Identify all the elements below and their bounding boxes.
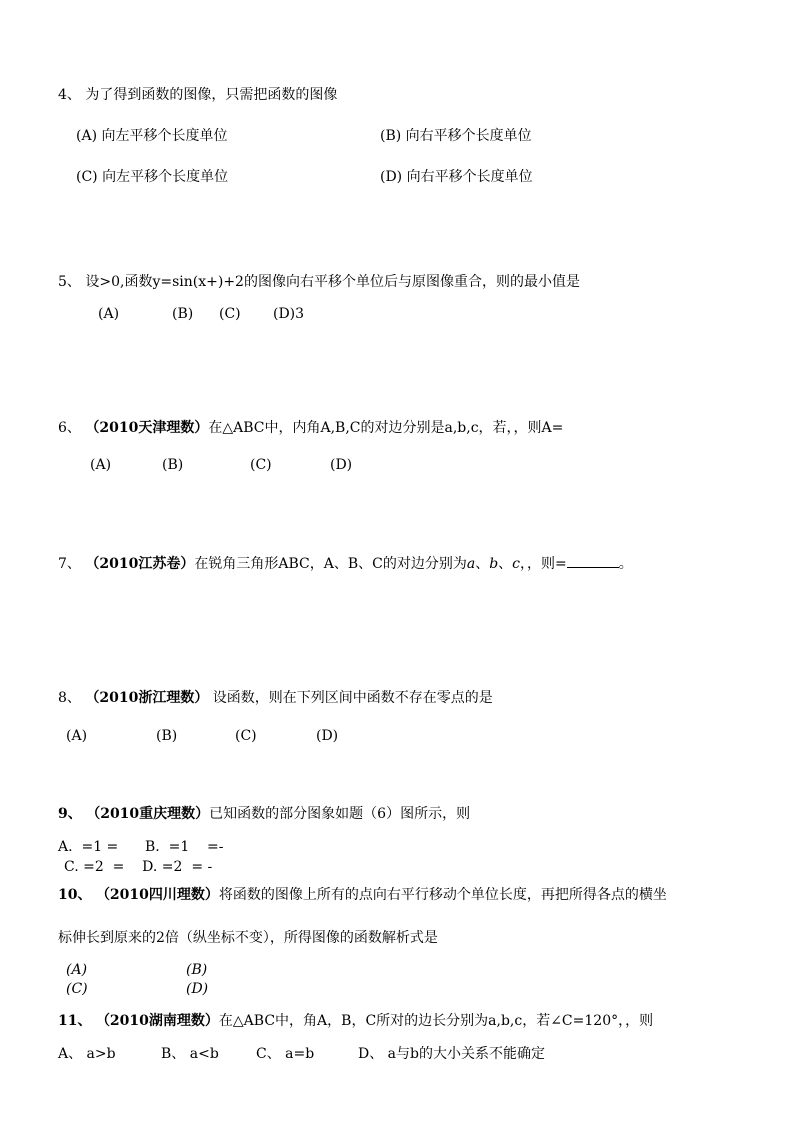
q7-stem [58,555,633,573]
q8-text: 设函数，则在下列区间中函数不存在零点的是 [212,690,493,706]
q11-text: 在△ABC中，角A，B，C所对的边长分别为a,b,c，若∠C=120°，，则 [218,1013,654,1029]
q10-option-a: (A) [66,962,88,978]
q10-text: 将函数的图像上所有的点向右平行移动个单位长度，再把所得各点的横坐 [218,887,667,903]
q8-option-b: (B) [156,728,178,744]
q5-option-c: (C) [219,306,241,322]
q10-number: 10、 [58,887,92,903]
q4-option-c: (C) 向左平移个长度单位 [76,169,229,185]
q7-text-before: 在锐角三角形ABC，A、B、C的对边分别为 [194,556,467,572]
q6-text: 在△ABC中，内角A,B,C的对边分别是a,b,c，若，，则A= [208,420,564,436]
q8-option-a: (A) [66,728,88,744]
q7-end: 。 [618,556,633,572]
q8-source-tag: （2010浙江理数） [85,690,209,706]
q8-option-c: (C) [235,728,257,744]
q4-option-b: (B) 向右平移个长度单位 [380,128,532,144]
q11-option-b: B、 a<b [161,1046,219,1062]
q11-number: 11、 [58,1013,92,1029]
q11-stem [58,1012,653,1030]
q7-answer-blank [567,555,619,568]
q11-option-d: D、 a与b的大小关系不能确定 [358,1046,545,1062]
q8-option-d: (D) [316,728,339,744]
q7-var-b: b [489,556,499,572]
q9-options-row-1: A. =1 = B. =1 =- [58,839,224,855]
q9-number: 9、 [58,806,82,822]
q11-option-a: A、 a>b [58,1046,116,1062]
q7-var-c: c [512,556,520,572]
q7-sep-2: 、 [498,556,513,572]
q10-option-d: (D) [186,981,209,997]
q4-stem: 4、 为了得到函数的图像，只需把函数的图像 [58,87,338,103]
q10-stem [58,886,667,904]
q6-option-d: (D) [330,457,353,473]
q6-option-a: (A) [90,457,112,473]
q10-source-tag: （2010四川理数） [95,887,219,903]
q6-number: 6、 [58,420,81,436]
q10-option-c: (C) [66,981,88,997]
q9-source-tag: （2010重庆理数） [86,806,210,822]
q4-option-d: (D) 向右平移个长度单位 [380,169,533,185]
q7-var-a: a [466,556,476,572]
q9-stem [58,805,470,823]
q5-option-b: (B) [172,306,194,322]
q5-option-d: (D)3 [273,306,305,322]
q5-option-a: (A) [98,306,120,322]
q7-source-tag: （2010江苏卷） [85,556,195,572]
q6-source-tag: （2010天津理数） [85,420,209,436]
q10-option-b: (B) [186,962,208,978]
q8-stem [58,689,493,707]
q7-sep-1: 、 [475,556,490,572]
q7-text-after: ，，则= [520,556,567,572]
q10-stem-line-2: 标伸长到原来的2倍（纵坐标不变），所得图像的函数解析式是 [58,930,438,946]
q6-stem [58,419,563,437]
q8-number: 8、 [58,690,81,706]
q6-option-b: (B) [162,457,184,473]
q5-stem: 5、 设>0,函数y=sin(x+)+2的图像向右平移个单位后与原图像重合，则的最小值是 [58,274,580,290]
q9-options-row-2: C. =2 = D. =2 = - [64,859,213,875]
q6-option-c: (C) [250,457,272,473]
q9-text: 已知函数的部分图象如题（6）图所示，则 [209,806,471,822]
q7-number: 7、 [58,556,81,572]
q11-option-c: C、 a=b [256,1046,315,1062]
q4-option-a: (A) 向左平移个长度单位 [76,128,228,144]
q11-source-tag: （2010湖南理数） [95,1013,219,1029]
